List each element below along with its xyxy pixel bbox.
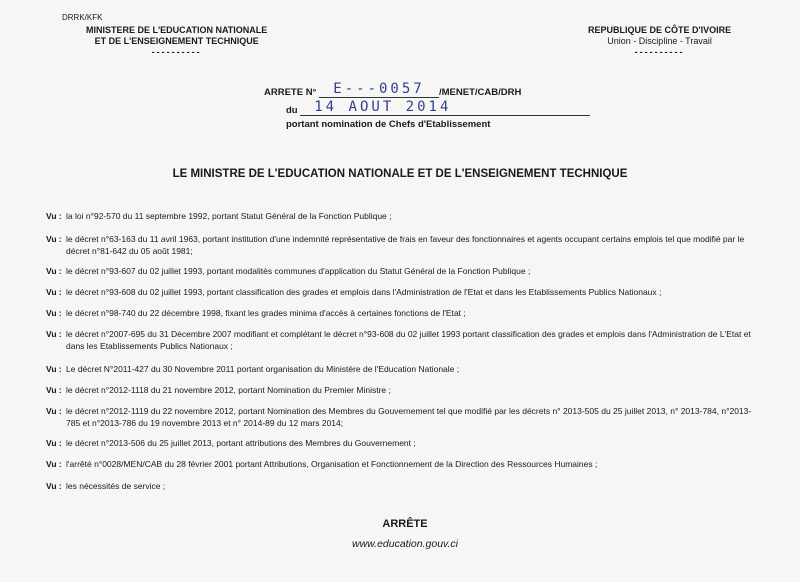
arrete-number-stamp: E---0057 — [333, 81, 425, 97]
vu-label: Vu : — [46, 481, 62, 491]
decree-date-line — [286, 99, 590, 116]
consideration-text: la loi n°92-570 du 11 septembre 1992, portant Statut Général de la Fonction Publique ; — [66, 211, 392, 221]
arrete-heading: ARRÊTE — [382, 518, 428, 530]
decree-subject: portant nomination de Chefs d'Etablissement — [286, 119, 491, 130]
date-stamp: 14 AOUT 2014 — [314, 99, 452, 115]
consideration-text: le décret n°63-163 du 11 avril 1963, portant institution d'une indemnité représentative de frais en faveur des fonctionnaires et agents occupant certains emplois tel que modifié par le décret n°81-642 du 05 août 1981; — [66, 234, 745, 256]
vu-label: Vu : — [46, 211, 62, 221]
consideration-text: l'arrêté n°0028/MEN/CAB du 28 février 2001 portant Attributions, Organisation et Fonctionnement de la Direction des Ressources Humaines ; — [66, 459, 598, 469]
vu-label: Vu : — [46, 406, 62, 416]
vu-label: Vu : — [46, 266, 62, 276]
ministry-header — [86, 25, 267, 58]
vu-label: Vu : — [46, 308, 62, 318]
ministry-dashes: ---------- — [151, 47, 202, 57]
vu-label: Vu : — [46, 234, 62, 244]
consideration-text: Le décret N°2011-427 du 30 Novembre 2011 portant organisation du Ministère de l'Education Nationale ; — [66, 364, 460, 374]
consideration-text: les nécessités de service ; — [66, 481, 166, 491]
vu-label: Vu : — [46, 329, 62, 339]
arrete-number-line — [264, 81, 521, 98]
du-label: du — [286, 105, 298, 116]
ministry-name-line1: MINISTERE DE L'EDUCATION NATIONALE — [86, 25, 268, 35]
ministry-name-line2: ET DE L'ENSEIGNEMENT TECHNIQUE — [94, 36, 259, 46]
consideration-text: le décret n°2012-1118 du 21 novembre 2012, portant Nomination du Premier Ministre ; — [66, 385, 391, 395]
arrete-suffix: /MENET/CAB/DRH — [439, 87, 522, 98]
vu-label: Vu : — [46, 287, 62, 297]
consideration-text: le décret n°93-607 du 02 juillet 1993, portant modalités communes d'application du Statut Général de la Fonction Publique ; — [66, 266, 531, 276]
arrete-label: ARRETE N° — [264, 87, 317, 98]
vu-label: Vu : — [46, 364, 62, 374]
consideration-text: le décret n°2007-695 du 31 Décembre 2007 modifiant et complétant le décret n°93-608 du 02 juillet 1993 portant classification des grades et emplois dans l'Administration de L'Etat et dans les Etablissements Publics Nationaux ; — [66, 329, 751, 351]
vu-label: Vu : — [46, 385, 62, 395]
vu-label: Vu : — [46, 459, 62, 469]
vu-label: Vu : — [46, 438, 62, 448]
consideration-text: le décret n°98-740 du 22 décembre 1998, fixant les grades minima d'accès à certaines fonctions de l'Etat ; — [66, 308, 466, 318]
republic-dashes: ---------- — [634, 47, 685, 57]
consideration-text: le décret n°2012-1119 du 22 novembre 2012, portant Nomination des Membres du Gouvernement tel que modifié par les décrets n° 2013-505 du 25 juillet 2013, n° 2013-784, n°2013-785 et n°2013-786 du 19 novembre 2013 et n° 2014-89 du 12 mars 2014; — [66, 406, 752, 428]
consideration-text: le décret n°93-608 du 02 juillet 1993, portant classification des grades et emplois dans l'Administration de l'Etat et dans les Etablissements Publics Nationaux ; — [66, 287, 662, 297]
republic-header — [588, 25, 731, 58]
reference-code: DRRK/KFK — [62, 13, 103, 22]
republic-motto: Union - Discipline - Travail — [607, 36, 712, 46]
website-url: www.education.gouv.ci — [351, 538, 459, 550]
page-title: LE MINISTRE DE L'EDUCATION NATIONALE ET DE L'ENSEIGNEMENT TECHNIQUE — [172, 168, 628, 180]
republic-name: REPUBLIQUE DE CÔTE D'IVOIRE — [588, 25, 732, 35]
consideration-text: le décret n°2013-506 du 25 juillet 2013, portant attributions des Membres du Gouvernement ; — [66, 438, 416, 448]
